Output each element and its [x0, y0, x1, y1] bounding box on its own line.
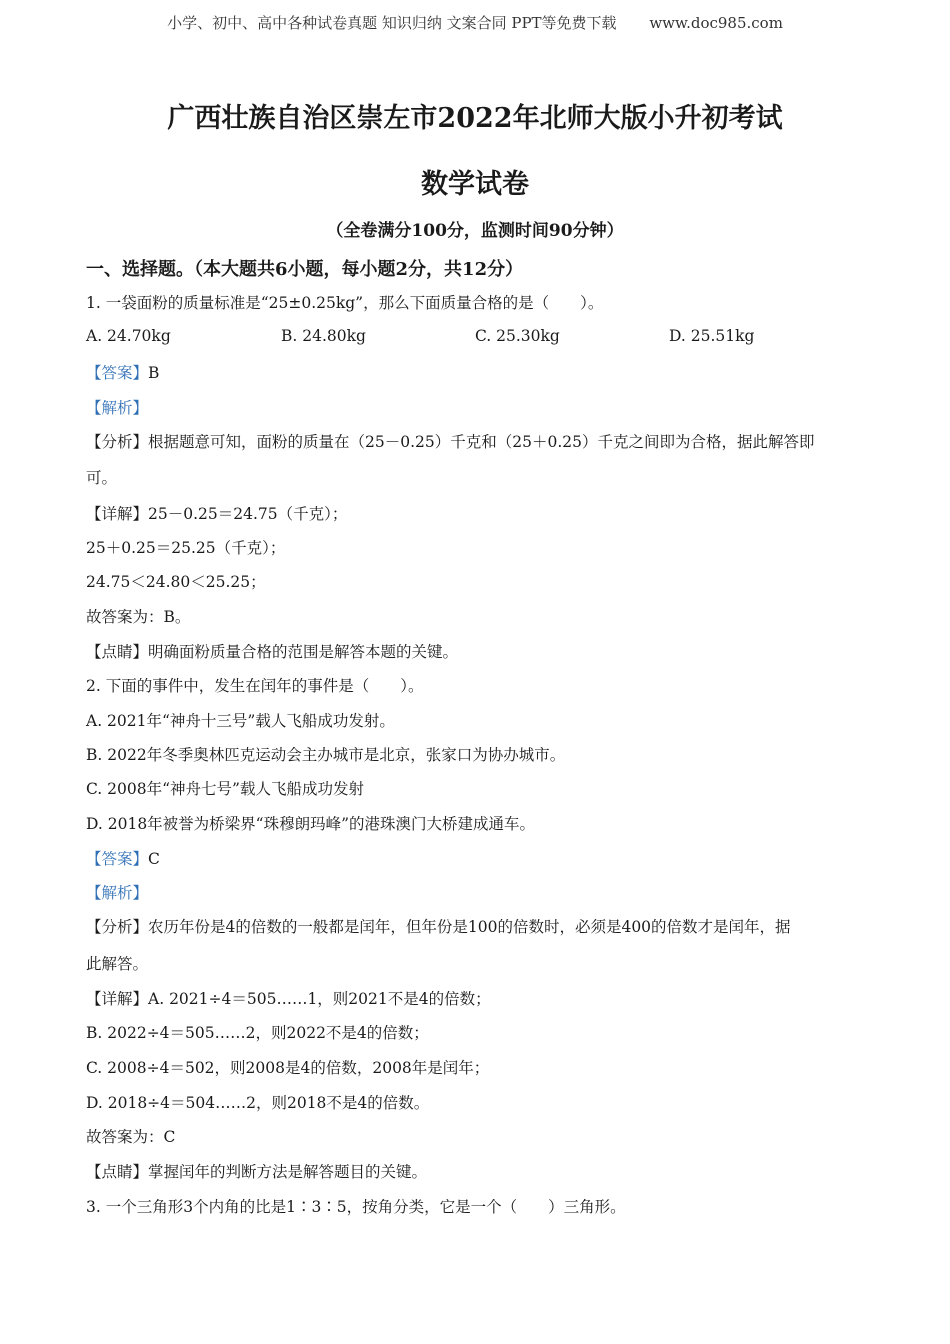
fenxi-tag: 【分析】: [86, 433, 149, 451]
answer-value: B: [148, 364, 160, 382]
q2-answer: [86, 847, 160, 869]
q1-answer: [86, 361, 159, 383]
q1-fenxi-cont: 可。: [86, 469, 118, 487]
q1-xiangjie-3: 24.75＜24.80＜25.25；: [86, 573, 266, 591]
q1-xiangjie-2: 25＋0.25＝25.25（千克）；: [86, 539, 286, 557]
q2-option-a: A. 2021年“神舟十三号”载人飞船成功发射。: [86, 712, 395, 730]
q2-stem: 2. 下面的事件中，发生在闰年的事件是（ ）。: [86, 677, 424, 695]
q1-conclusion: 故答案为：B。: [86, 608, 191, 626]
q2-analysis-tag: 【解析】: [86, 884, 149, 902]
page-header: [0, 12, 950, 33]
dianjing-text: 掌握闰年的判断方法是解答题目的关键。: [148, 1163, 428, 1181]
dianjing-tag: 【点睛】: [86, 643, 149, 661]
q2-option-c: C. 2008年“神舟七号”载人飞船成功发射: [86, 780, 364, 798]
q2-xiangjie-3: C. 2008÷4＝502，则2008是4的倍数，2008年是闰年；: [86, 1059, 490, 1077]
fenxi-text: 根据题意可知，面粉的质量在（25－0.25）千克和（25＋0.25）千克之间即为合格，据此解答即: [148, 433, 815, 451]
answer-tag: 【答案】: [86, 364, 149, 382]
q1-analysis-tag: 【解析】: [86, 399, 149, 417]
q1-xiangjie: [86, 502, 347, 524]
q1-option-b: B. 24.80kg: [281, 327, 366, 345]
q2-dianjing: [86, 1160, 427, 1182]
q1-option-a: A. 24.70kg: [86, 327, 171, 345]
dianjing-tag: 【点睛】: [86, 1163, 149, 1181]
q2-fenxi: [86, 915, 791, 937]
fenxi-text: 农历年份是4的倍数的一般都是闰年，但年份是100的倍数时，必须是400的倍数才是闰年，据: [148, 918, 791, 936]
exam-title: 广西壮族自治区崇左市2022年北师大版小升初考试: [167, 103, 783, 134]
q2-xiangjie-4: D. 2018÷4＝504……2，则2018不是4的倍数。: [86, 1094, 430, 1112]
section-heading: 一、选择题。（本大题共6小题，每小题2分，共12分）: [86, 259, 524, 280]
header-url[interactable]: www.doc985.com: [649, 14, 783, 32]
q2-option-b: B. 2022年冬季奥林匹克运动会主办城市是北京，张家口为协办城市。: [86, 746, 566, 764]
q1-fenxi: [86, 430, 815, 452]
xiangjie-text: 25－0.25＝24.75（千克）；: [148, 505, 348, 523]
q2-option-d: D. 2018年被誉为桥梁界“珠穆朗玛峰”的港珠澳门大桥建成通车。: [86, 815, 536, 833]
fenxi-tag: 【分析】: [86, 918, 149, 936]
q1-option-d: D. 25.51kg: [669, 327, 755, 345]
q2-xiangjie-2: B. 2022÷4＝505……2，则2022不是4的倍数；: [86, 1024, 429, 1042]
q2-conclusion: 故答案为：C: [86, 1128, 176, 1146]
q1-option-c: C. 25.30kg: [475, 327, 560, 345]
q3-stem: 3. 一个三角形3个内角的比是1∶3∶5，按角分类，它是一个（ ）三角形。: [86, 1198, 626, 1216]
dianjing-text: 明确面粉质量合格的范围是解答本题的关键。: [148, 643, 459, 661]
xiangjie-tag: 【详解】: [86, 505, 149, 523]
xiangjie-text: A. 2021÷4＝505……1，则2021不是4的倍数；: [148, 990, 491, 1008]
exam-subject-title: 数学试卷: [421, 169, 529, 200]
header-text: 小学、初中、高中各种试卷真题 知识归纳 文案合同 PPT等免费下载: [167, 14, 617, 32]
answer-value: C: [148, 850, 160, 868]
answer-tag: 【答案】: [86, 850, 149, 868]
q2-fenxi-cont: 此解答。: [86, 955, 149, 973]
q2-xiangjie: [86, 987, 491, 1009]
q1-dianjing: [86, 640, 458, 662]
exam-info: （全卷满分100分，监测时间90分钟）: [326, 221, 624, 241]
q1-stem: 1. 一袋面粉的质量标准是“25±0.25kg”，那么下面质量合格的是（ ）。: [86, 294, 604, 312]
xiangjie-tag: 【详解】: [86, 990, 149, 1008]
